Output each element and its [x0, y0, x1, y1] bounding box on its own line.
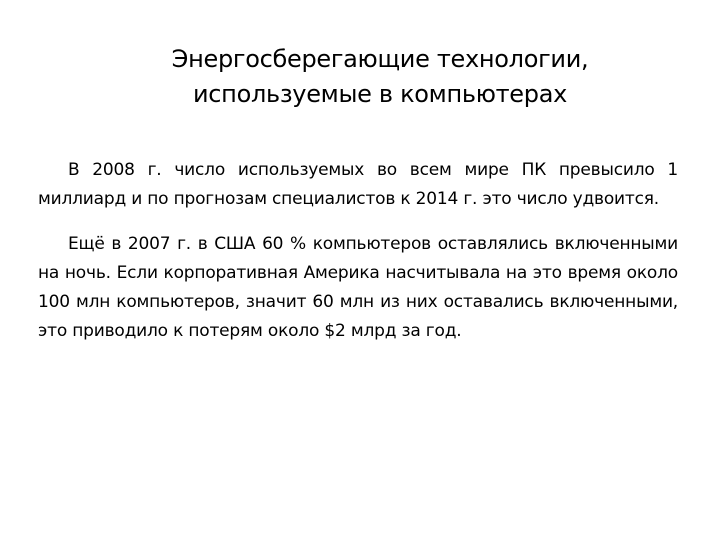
paragraph-usa-computers: Ещё в 2007 г. в США 60 % компьютеров оставлялись включенными на ночь. Если корпоративная Америка насчитывала на это время около 100 млн компьютеров, значит 60 млн из них оставались включенными, это приводило к потерям около $2 млрд за год. — [38, 234, 678, 341]
slide-body — [38, 156, 678, 346]
slide-title-line-1: Энергосберегающие технологии, — [171, 45, 589, 73]
slide-title — [120, 42, 640, 112]
slide-title-line-2: используемые в компьютерах — [192, 80, 568, 108]
paragraph-pc-count: В 2008 г. число используемых во всем мире ПК превысило 1 миллиард и по прогнозам специалистов к 2014 г. это число удвоится. — [38, 160, 678, 209]
